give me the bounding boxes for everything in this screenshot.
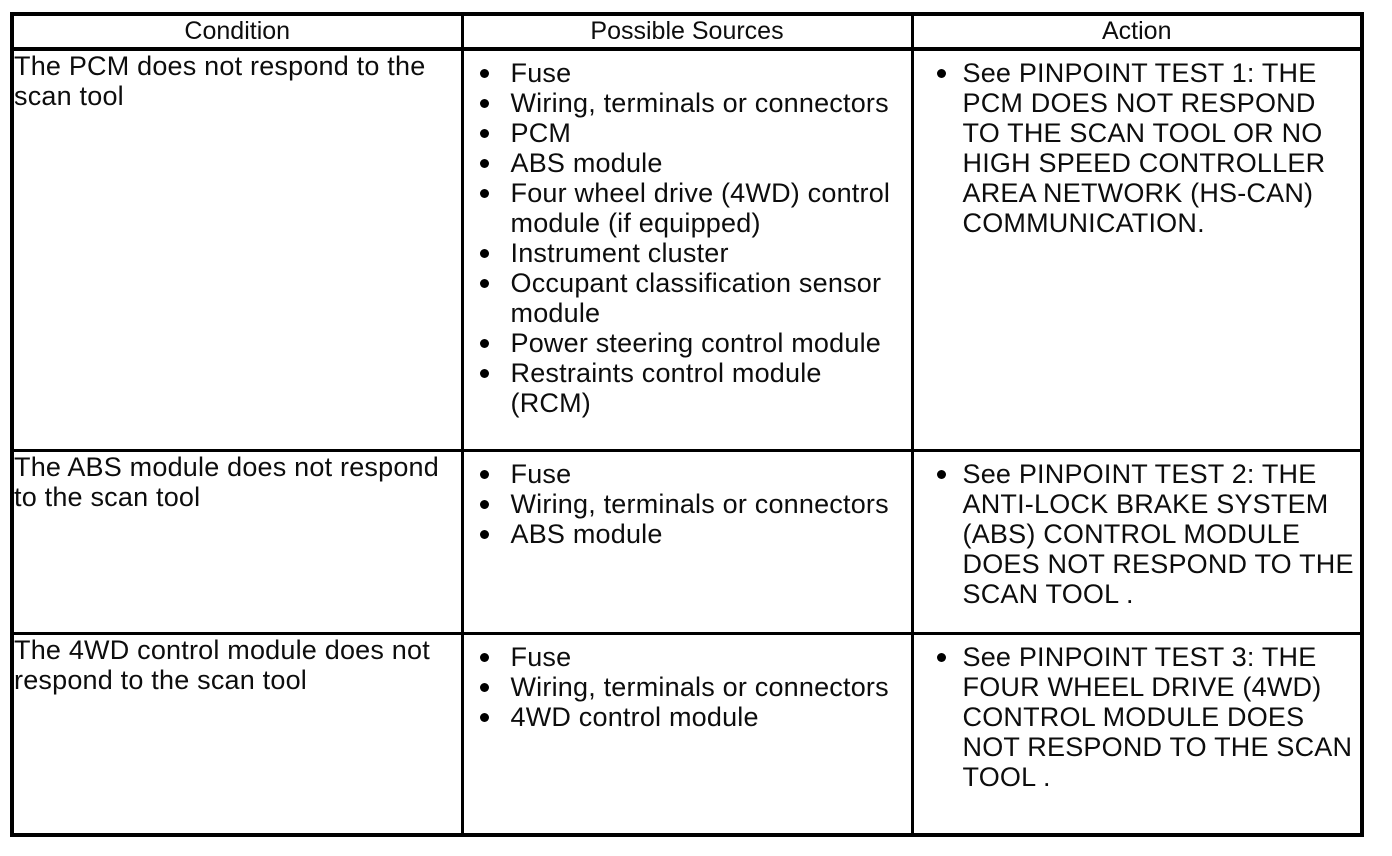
table-row <box>12 451 1362 634</box>
list-item-text: Wiring, terminals or connectors <box>510 88 889 118</box>
list-item <box>914 58 1361 238</box>
list-item-text: ABS module <box>510 148 663 178</box>
column-header-possible-sources: Possible Sources <box>462 14 912 49</box>
list-item-text: Occupant classification sensor module <box>510 268 882 328</box>
bullet-icon <box>480 713 489 722</box>
possible-sources-cell <box>462 49 912 451</box>
bullet-icon <box>480 129 489 138</box>
bullet-icon <box>937 653 946 662</box>
action-list <box>914 452 1361 609</box>
list-item <box>464 702 911 732</box>
list-item-text: 4WD control module <box>510 702 759 732</box>
list-item-text: See PINPOINT TEST 1: THE PCM DOES NOT RESPOND TO THE SCAN TOOL OR NO HIGH SPEED CONTROLLER AREA NETWORK (HS-CAN) COMMUNICATION. <box>962 58 1326 238</box>
bullet-icon <box>480 369 489 378</box>
bullet-icon <box>480 530 489 539</box>
list-item <box>464 58 911 88</box>
list-item <box>464 148 911 178</box>
bullet-icon <box>480 500 489 509</box>
sources-list <box>464 51 911 418</box>
condition-cell: The 4WD control module does not respond to the scan tool <box>12 634 462 836</box>
action-cell <box>912 451 1362 634</box>
possible-sources-cell <box>462 634 912 836</box>
list-item-text: Wiring, terminals or connectors <box>510 672 889 702</box>
list-item <box>464 489 911 519</box>
list-item-text: Fuse <box>510 58 572 88</box>
list-item <box>464 88 911 118</box>
action-cell <box>912 49 1362 451</box>
list-item <box>914 459 1361 609</box>
list-item <box>464 238 911 268</box>
bullet-icon <box>480 683 489 692</box>
bullet-icon <box>480 470 489 479</box>
bullet-icon <box>480 249 489 258</box>
action-list <box>914 51 1361 238</box>
list-item <box>464 118 911 148</box>
list-item <box>914 642 1361 792</box>
bullet-icon <box>480 339 489 348</box>
list-item <box>464 672 911 702</box>
list-item-text: Instrument cluster <box>510 238 729 268</box>
list-item <box>464 268 911 328</box>
action-list <box>914 635 1361 792</box>
bullet-icon <box>480 653 489 662</box>
list-item-text: See PINPOINT TEST 3: THE FOUR WHEEL DRIVE (4WD) CONTROL MODULE DOES NOT RESPOND TO THE SCAN TOOL . <box>962 642 1353 792</box>
list-item-text: Power steering control module <box>510 328 881 358</box>
bullet-icon <box>480 99 489 108</box>
possible-sources-cell <box>462 451 912 634</box>
bullet-icon <box>480 189 489 198</box>
condition-cell: The ABS module does not respond to the scan tool <box>12 451 462 634</box>
bullet-icon <box>937 69 946 78</box>
list-item-text: Wiring, terminals or connectors <box>510 489 889 519</box>
bullet-icon <box>937 470 946 479</box>
list-item <box>464 519 911 549</box>
list-item-text: See PINPOINT TEST 2: THE ANTI-LOCK BRAKE SYSTEM (ABS) CONTROL MODULE DOES NOT RESPOND TO THE SCAN TOOL . <box>962 459 1354 609</box>
list-item-text: PCM <box>510 118 572 148</box>
sources-list <box>464 635 911 732</box>
list-item <box>464 328 911 358</box>
column-header-condition: Condition <box>12 14 462 49</box>
list-item <box>464 358 911 418</box>
list-item <box>464 178 911 238</box>
table-row <box>12 634 1362 836</box>
bullet-icon <box>480 279 489 288</box>
list-item <box>464 642 911 672</box>
table-header-row <box>12 14 1362 49</box>
sources-list <box>464 452 911 549</box>
bullet-icon <box>480 69 489 78</box>
list-item-text: Restraints control module (RCM) <box>510 358 822 418</box>
column-header-action: Action <box>912 14 1362 49</box>
action-cell <box>912 634 1362 836</box>
bullet-icon <box>480 159 489 168</box>
list-item-text: Fuse <box>510 642 572 672</box>
table-row <box>12 49 1362 451</box>
list-item-text: Fuse <box>510 459 572 489</box>
condition-cell: The PCM does not respond to the scan tool <box>12 49 462 451</box>
list-item <box>464 459 911 489</box>
list-item-text: ABS module <box>510 519 663 549</box>
list-item-text: Four wheel drive (4WD) control module (if equipped) <box>510 178 891 238</box>
diagnostic-table <box>10 12 1364 837</box>
